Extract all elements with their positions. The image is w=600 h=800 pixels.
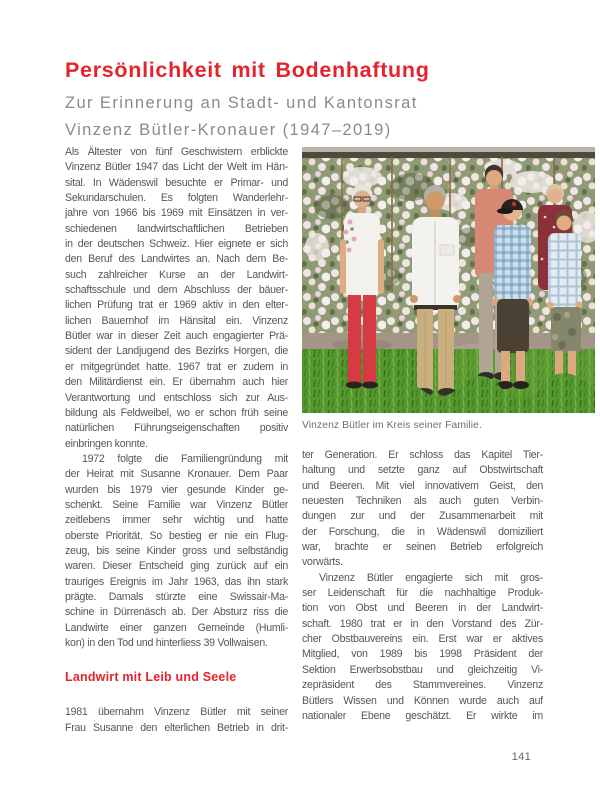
- text-line: Bütler war in dieser Zeit auch engagierter Prä-: [65, 330, 288, 343]
- section-heading: Landwirt mit Leib und Seele: [65, 670, 237, 685]
- text-line: Sektion Erwerbsobstbau und gleichzeitig Vi-: [302, 663, 543, 676]
- text-line: der Forschung, die in Wädenswil domiziliert: [302, 525, 543, 538]
- text-line: lichen Prüfung trat er 1969 aktiv in den elter-: [65, 299, 288, 312]
- text-line: Frau Susanne den elterlichen Betrieb in drit-: [65, 721, 288, 734]
- paragraph: [302, 448, 543, 571]
- text-line: sital. In Wädenswil besuchte er Primar- und: [65, 176, 288, 189]
- text-line: such zahlreicher Kurse an der Landwirt-: [65, 268, 288, 281]
- text-line: schiedenen landwirtschaftlichen Betrieben: [65, 222, 288, 235]
- text-line: haltung und setzte ganz auf Obstwirtschaft: [302, 464, 543, 477]
- text-line: 1981 übernahm Vinzenz Bütler mit seiner: [65, 706, 288, 719]
- text-line: zepräsident des Stammvereines. Vinzenz: [302, 679, 543, 692]
- text-line: den Militärdienst ein. Er übernahm auch hier: [65, 376, 288, 389]
- text-line: jahre von 1966 bis 1969 mit Einsätzen in ver-: [65, 207, 288, 220]
- text-line: schenkt. Seine Familie war Vinzenz Bütler: [65, 498, 288, 511]
- family-photo-graphic: [302, 147, 595, 413]
- text-line: Vinzenz Bütler 1947 das Licht der Welt im Hän-: [65, 161, 288, 174]
- text-line: neuesten Techniken als auch guten Verbin-: [302, 495, 543, 508]
- text-line: Als Ältester von fünf Geschwistern erblickte: [65, 146, 288, 158]
- text-line: wurden bis 1979 vier gesunde Kinder ge-: [65, 483, 288, 496]
- right-column: [302, 448, 543, 724]
- text-line: dungen zur und der Zusammenarbeit mit: [302, 510, 543, 523]
- paragraph: [65, 705, 288, 736]
- text-line: den Beruf des Landwirtes an. Nach dem Be-: [65, 253, 288, 266]
- paragraph: [65, 145, 288, 452]
- text-line: natürlichen Führungseigenschaften positiv: [65, 422, 288, 435]
- text-line: schaftsschule und dem Abschluss der bäuer-: [65, 284, 288, 297]
- page-number: 141: [511, 751, 531, 763]
- text-line: zeug, bis seine Kinder gross und selbständig: [65, 544, 288, 557]
- text-line: prägte. Damals stürzte eine Swissair-Ma-: [65, 590, 288, 603]
- subtitle-line-1: Zur Erinnerung an Stadt- und Kantonsrat: [65, 94, 418, 112]
- text-line: cher Obstbauvereins ein. Erst war er aktives: [302, 633, 543, 646]
- text-line: und Beeren. Mit viel innovativem Geist, den: [302, 479, 543, 492]
- text-line: trauriges Ereignis im Jahr 1963, das ihn stark: [65, 575, 288, 588]
- text-line: waren. Dieser Entscheid ging zurück auf ein: [65, 560, 288, 573]
- text-line: tion von Obst und Beeren in der Landwirt-: [302, 602, 543, 615]
- text-line: schaft. 1980 trat er in den Vorstand des Zür-: [302, 617, 543, 630]
- text-line: bildung als Feldweibel, wo er schon früh seine: [65, 406, 288, 419]
- family-photo: [302, 147, 595, 413]
- text-line: ter Generation. Er schloss das Kapitel Tier-: [302, 449, 543, 461]
- paragraph: [302, 571, 543, 724]
- text-line: nationaler Ebene geschätzt. Er wirkte im: [302, 709, 543, 722]
- text-line: Vinzenz Bütler engagierte sich mit gros-: [319, 571, 543, 584]
- page-title: Persönlichkeit mit Bodenhaftung: [65, 58, 430, 82]
- text-line: ser Leidenschaft für die nachhaltige Produk-: [302, 587, 543, 600]
- text-line: schine in Dürrenäsch ab. Der Absturz riss die: [65, 606, 288, 619]
- subtitle-line-2: Vinzenz Bütler-Kronauer (1947–2019): [65, 121, 392, 139]
- text-line: er mitgegründet hatte. 1967 trat er zudem in: [65, 360, 288, 373]
- text-line: Sekundarschulen. Es folgten Wanderlehr-: [65, 192, 288, 205]
- text-line: oberste Priorität. So bestieg er nie ein Flug-: [65, 529, 288, 542]
- paragraph: [65, 452, 288, 651]
- text-line: zeitlebens immer sehr wichtig und hatte: [65, 514, 288, 527]
- text-line: vorwärts.: [302, 556, 343, 569]
- text-line: kon) in den Tod und hinterliess 39 Vollwaisen.: [65, 637, 268, 649]
- page-subtitle: [65, 90, 418, 144]
- text-line: der Heirat mit Susanne Kronauer. Dem Paar: [65, 468, 288, 481]
- text-line: Mitglied, von 1989 bis 1998 Präsident der: [302, 648, 543, 661]
- text-line: Landwirte einer ganzen Gemeinde (Humli-: [65, 621, 288, 634]
- text-line: lichen Bauernhof im Hänsital ein. Vinzenz: [65, 314, 288, 327]
- text-line: sident der Landjugend des Bezirks Horgen, die: [65, 345, 288, 358]
- text-line: Bütlers Wissen und Können wurde auch auf: [302, 694, 543, 707]
- photo-caption: Vinzenz Bütler im Kreis seiner Familie.: [302, 420, 482, 431]
- text-line: Verantwortung und entschloss sich zur Aus-: [65, 391, 288, 404]
- left-column: [65, 145, 288, 736]
- text-line: in der deutschen Schweiz. Hier eignete er sich: [65, 238, 288, 251]
- text-line: war, brachte er seinen Betrieb erfolgreich: [302, 541, 543, 554]
- text-line: einbringen konnte.: [65, 437, 148, 450]
- text-line: 1972 folgte die Familiengründung mit: [82, 452, 288, 465]
